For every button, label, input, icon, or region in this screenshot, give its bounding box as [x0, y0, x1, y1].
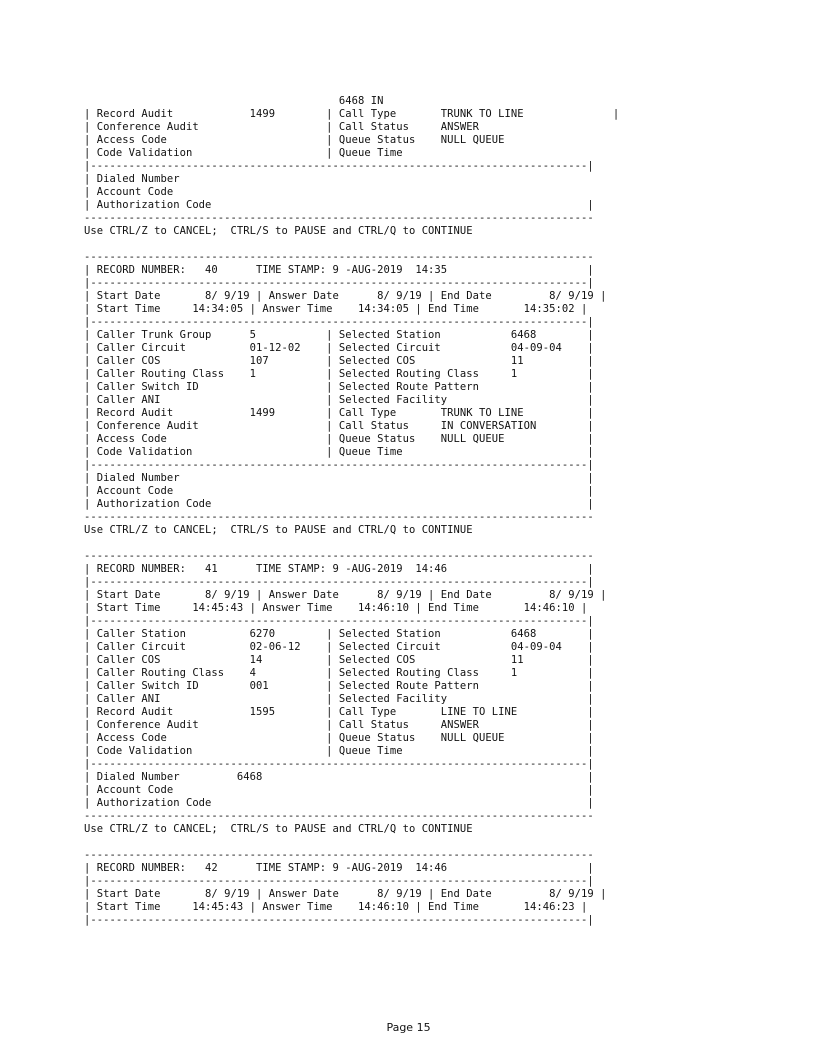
printout-line: | Start Time 14:45:43 | Answer Time 14:46:10 | End Time 14:46:23 | — [84, 901, 588, 913]
printout-line: | Dialed Number — [84, 173, 180, 185]
printout-line: | Access Code | Queue Status NULL QUEUE | — [84, 732, 594, 744]
printout-line: | Access Code | Queue Status NULL QUEUE — [84, 134, 505, 146]
printout-line: | Caller COS 107 | Selected COS 11 | — [84, 355, 594, 367]
printout-line: | Caller Trunk Group 5 | Selected Station 6468 | — [84, 329, 594, 341]
printout-line: | Record Audit 1499 | Call Type TRUNK TO LINE | — [84, 407, 594, 419]
printout-line: | Start Date 8/ 9/19 | Answer Date 8/ 9/19 | End Date 8/ 9/19 | — [84, 290, 607, 302]
printout-line: | Caller Circuit 01-12-02 | Selected Circuit 04-09-04 | — [84, 342, 594, 354]
printout-line: | RECORD NUMBER: 41 TIME STAMP: 9 -AUG-2019 14:46 | — [84, 563, 594, 575]
printout-line: Use CTRL/Z to CANCEL; CTRL/S to PAUSE and CTRL/Q to CONTINUE — [84, 823, 473, 835]
printout-line: -------------------------------------------------------------------------------- — [84, 212, 594, 224]
printout-line: |------------------------------------------------------------------------------| — [84, 875, 594, 887]
printout-line: | Authorization Code | — [84, 199, 594, 211]
printout-line: |------------------------------------------------------------------------------| — [84, 277, 594, 289]
printout-line: | RECORD NUMBER: 42 TIME STAMP: 9 -AUG-2019 14:46 | — [84, 862, 594, 874]
printout-line: |------------------------------------------------------------------------------| — [84, 459, 594, 471]
printout-line: -------------------------------------------------------------------------------- — [84, 810, 594, 822]
printout-line: | Account Code — [84, 186, 174, 198]
printout-line: -------------------------------------------------------------------------------- — [84, 511, 594, 523]
printout-line: -------------------------------------------------------------------------------- — [84, 550, 594, 562]
printout-line: | Caller Routing Class 4 | Selected Routing Class 1 | — [84, 667, 594, 679]
printout-line: | Caller Station 6270 | Selected Station 6468 | — [84, 628, 594, 640]
printout-line: Use CTRL/Z to CANCEL; CTRL/S to PAUSE and CTRL/Q to CONTINUE — [84, 524, 473, 536]
printout-line: | Authorization Code | — [84, 797, 594, 809]
printout-line: | Conference Audit | Call Status IN CONVERSATION | — [84, 420, 594, 432]
printout-line: | Code Validation | Queue Time | — [84, 446, 594, 458]
printout-line: | RECORD NUMBER: 40 TIME STAMP: 9 -AUG-2019 14:35 | — [84, 264, 594, 276]
printout-line: | Caller Switch ID 001 | Selected Route Pattern | — [84, 680, 594, 692]
printout-line: | Record Audit 1595 | Call Type LINE TO LINE | — [84, 706, 594, 718]
printout-line: Use CTRL/Z to CANCEL; CTRL/S to PAUSE and CTRL/Q to CONTINUE — [84, 225, 473, 237]
printout-line: 6468 IN — [84, 95, 384, 107]
printout-line: |------------------------------------------------------------------------------| — [84, 316, 594, 328]
printout-line: | Start Time 14:34:05 | Answer Time 14:34:05 | End Time 14:35:02 | — [84, 303, 588, 315]
printout-line: | Account Code | — [84, 485, 594, 497]
printout-line: | Start Date 8/ 9/19 | Answer Date 8/ 9/19 | End Date 8/ 9/19 | — [84, 888, 607, 900]
printout-line: | Caller ANI | Selected Facility | — [84, 394, 594, 406]
printout-line: | Caller Switch ID | Selected Route Pattern | — [84, 381, 594, 393]
printout-line: | Caller Routing Class 1 | Selected Routing Class 1 | — [84, 368, 594, 380]
printout-line: | Code Validation | Queue Time — [84, 147, 403, 159]
printout-line: | Caller Circuit 02-06-12 | Selected Circuit 04-09-04 | — [84, 641, 594, 653]
printout-line: | Dialed Number 6468 | — [84, 771, 594, 783]
printout-line: | Conference Audit | Call Status ANSWER — [84, 121, 480, 133]
printout-line: | Account Code | — [84, 784, 594, 796]
printout-line: |------------------------------------------------------------------------------| — [84, 758, 594, 770]
printout-line: | Record Audit 1499 | Call Type TRUNK TO LINE | — [84, 108, 620, 120]
printout-line: -------------------------------------------------------------------------------- — [84, 251, 594, 263]
printout-line: |------------------------------------------------------------------------------| — [84, 615, 594, 627]
printout-line: | Authorization Code | — [84, 498, 594, 510]
printout-line: |------------------------------------------------------------------------------| — [84, 914, 594, 926]
printout-line: -------------------------------------------------------------------------------- — [84, 849, 594, 861]
printout-line: |------------------------------------------------------------------------------| — [84, 160, 594, 172]
printout-line: | Dialed Number | — [84, 472, 594, 484]
printout-line: | Start Date 8/ 9/19 | Answer Date 8/ 9/19 | End Date 8/ 9/19 | — [84, 589, 607, 601]
page-number: Page 15 — [386, 1021, 431, 1034]
printout-line: | Caller ANI | Selected Facility | — [84, 693, 594, 705]
printout-line: | Code Validation | Queue Time | — [84, 745, 594, 757]
printout-line: | Access Code | Queue Status NULL QUEUE | — [84, 433, 594, 445]
printout-line: | Caller COS 14 | Selected COS 11 | — [84, 654, 594, 666]
printout-line: | Start Time 14:45:43 | Answer Time 14:46:10 | End Time 14:46:10 | — [84, 602, 588, 614]
printout-line: |------------------------------------------------------------------------------| — [84, 576, 594, 588]
printout-line: | Conference Audit | Call Status ANSWER | — [84, 719, 594, 731]
